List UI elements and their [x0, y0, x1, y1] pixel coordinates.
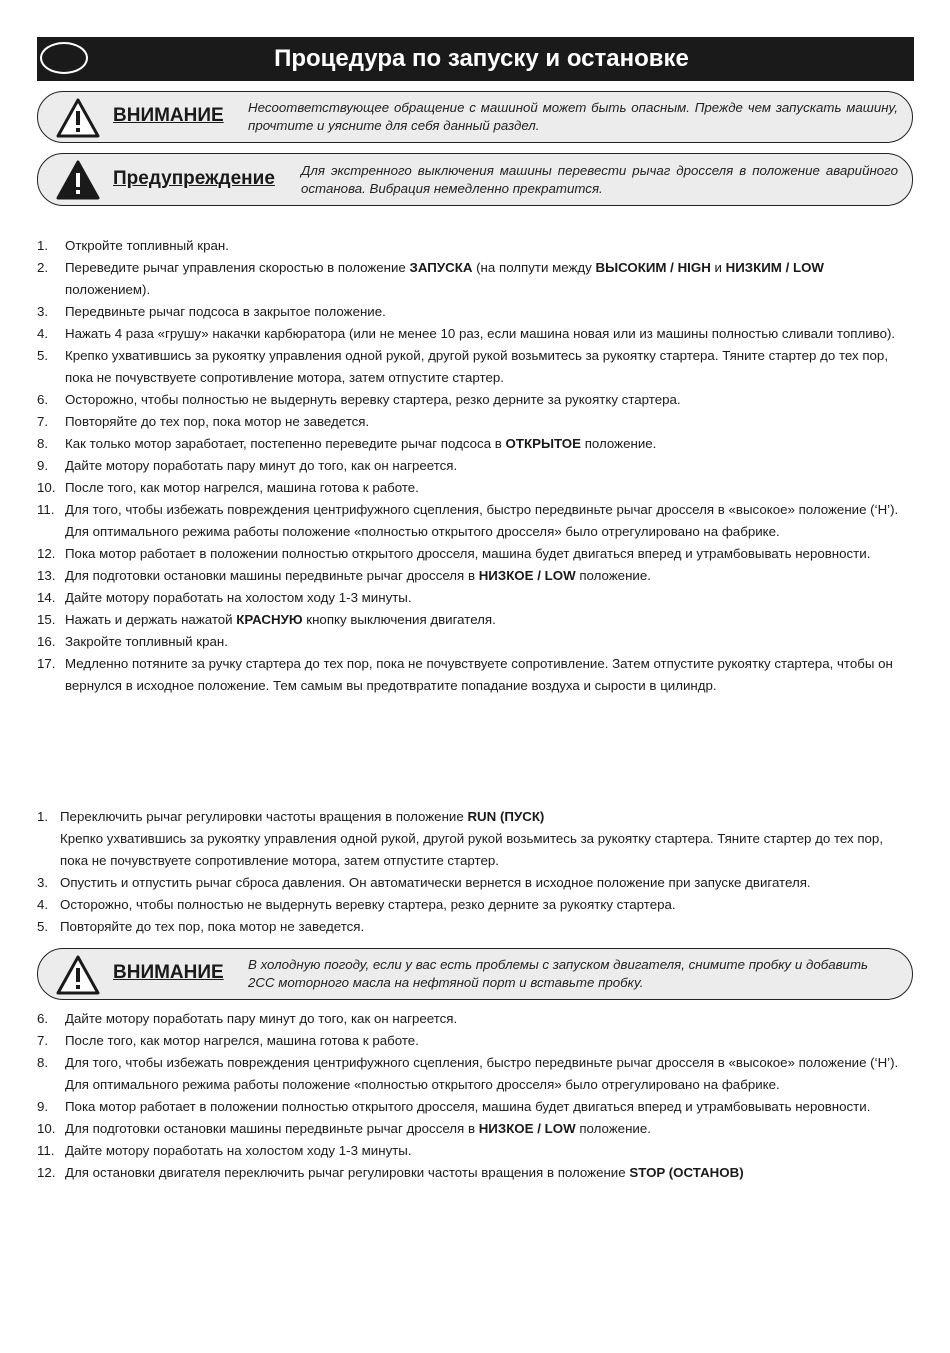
list-item-number: 8.	[37, 1055, 49, 1070]
list-item-number: 4.	[37, 326, 49, 341]
list-item-text: кнопку выключения двигателя.	[302, 612, 496, 627]
list-item-text: Дайте мотору поработать на холостом ходу 1-3 минуты.	[65, 1143, 412, 1158]
list-item-number: 13.	[37, 568, 56, 583]
list-item-text: положение.	[575, 1121, 651, 1136]
list-item-number: 11.	[37, 1143, 55, 1158]
list-item-number: 10.	[37, 480, 56, 495]
list-item-text: Для того, чтобы избежать повреждения центрифужного сцепления, быстро передвиньте рычаг дросселя в «высокое» положение (‘H’). Для оптимального режима работы положение «полностью открытого дросселя» было отрегулировано на фабрике.	[65, 502, 899, 539]
list-item	[37, 433, 903, 455]
list-item-number: 8.	[37, 436, 49, 451]
list-item	[37, 653, 903, 697]
warning-box-attention	[37, 91, 913, 143]
page-header	[37, 37, 914, 81]
list-item-number: 7.	[37, 1033, 49, 1048]
list-item-text: Передвиньте рычаг подсоса в закрытое положение.	[65, 304, 386, 319]
emphasis-text: RUN (ПУСК)	[467, 809, 545, 824]
list-item-number: 3.	[37, 304, 49, 319]
list-item	[37, 235, 903, 257]
alt-startup-steps-list	[37, 806, 903, 938]
list-item-text: положение.	[575, 568, 651, 583]
emphasis-text: КРАСНУЮ	[236, 612, 303, 627]
list-item-text: Пока мотор работает в положении полностью открытого дросселя, машина будет двигаться вперед и утрамбовывать неровности.	[65, 546, 871, 561]
emphasis-text: ВЫСОКИМ / HIGH	[595, 260, 711, 275]
warning-box-cold-weather	[37, 948, 913, 1000]
emphasis-text: ЗАПУСКА	[409, 260, 473, 275]
list-item	[37, 631, 903, 653]
warning-box-caution	[37, 153, 913, 206]
list-item	[37, 1162, 903, 1184]
list-item	[37, 455, 903, 477]
list-item-number: 14.	[37, 590, 56, 605]
list-item-text: (на полпути между	[472, 260, 596, 275]
list-item	[37, 609, 903, 631]
list-item	[37, 499, 903, 543]
startup-steps-list	[37, 235, 903, 697]
list-item-number: 9.	[37, 458, 49, 473]
warning-label: ВНИМАНИЕ	[113, 105, 224, 126]
list-item-number: 2.	[37, 260, 49, 275]
list-item	[37, 301, 903, 323]
list-item-number: 1.	[37, 809, 49, 824]
list-item-text: положением).	[65, 282, 151, 297]
list-item-text: и	[710, 260, 726, 275]
list-item-text: Осторожно, чтобы полностью не выдернуть веревку стартера, резко дерните за рукоятку стартера.	[60, 897, 676, 912]
list-item-text: Крепко ухватившись за рукоятку управления одной рукой, другой рукой возьмитесь за рукоятку стартера. Тяните стартер до тех пор, пока не почувствуете сопротивление мотора, затем отпустите стартер.	[60, 831, 884, 868]
list-item-text: После того, как мотор нагрелся, машина готова к работе.	[65, 1033, 419, 1048]
list-item	[37, 828, 903, 872]
list-item-number: 10.	[37, 1121, 56, 1136]
list-item-number: 12.	[37, 546, 56, 561]
list-item-number: 9.	[37, 1099, 49, 1114]
list-item-number: 5.	[37, 919, 49, 934]
list-item-text: Для остановки двигателя переключить рычаг регулировки частоты вращения в положение	[65, 1165, 630, 1180]
page-title: Процедура по запуску и остановке	[274, 45, 689, 72]
warning-label: ВНИМАНИЕ	[113, 962, 224, 983]
list-item-text: Дайте мотору поработать пару минут до того, как он нагреется.	[65, 458, 458, 473]
list-item-text: После того, как мотор нагрелся, машина готова к работе.	[65, 480, 419, 495]
list-item	[37, 565, 903, 587]
list-item	[37, 587, 903, 609]
list-item-text: Осторожно, чтобы полностью не выдернуть веревку стартера, резко дерните за рукоятку стартера.	[65, 392, 681, 407]
list-item-text: Крепко ухватившись за рукоятку управления одной рукой, другой рукой возьмитесь за рукоятку стартера. Тяните стартер до тех пор, пока не почувствуете сопротивление мотора, затем отпустите стартер.	[65, 348, 889, 385]
list-item-text: Повторяйте до тех пор, пока мотор не заведется.	[65, 414, 370, 429]
list-item-text: Пока мотор работает в положении полностью открытого дросселя, машина будет двигаться вперед и утрамбовывать неровности.	[65, 1099, 871, 1114]
list-item-text: Повторяйте до тех пор, пока мотор не заведется.	[60, 919, 365, 934]
list-item-number: 17.	[37, 656, 56, 671]
list-item-text: Нажать 4 раза «грушу» накачки карбюратора (или не менее 10 раз, если машина новая или из машины полностью сливали топливо).	[65, 326, 896, 341]
list-item-text: Переведите рычаг управления скоростью в положение	[65, 260, 410, 275]
emphasis-text: STOP (ОСТАНОВ)	[629, 1165, 744, 1180]
list-item	[37, 1030, 903, 1052]
emphasis-text: НИЗКОЕ / LOW	[478, 1121, 576, 1136]
list-item-number: 6.	[37, 1011, 49, 1026]
emphasis-text: НИЗКОЕ / LOW	[478, 568, 576, 583]
warning-text: Несоответствующее обращение с машиной может быть опасным. Прежде чем запускать машину, прочтите и уясните для себя данный раздел.	[248, 100, 898, 133]
list-item-number: 15.	[37, 612, 56, 627]
list-item-text: Дайте мотору поработать пару минут до того, как он нагреется.	[65, 1011, 458, 1026]
list-item-number: 7.	[37, 414, 49, 429]
caution-text: Для экстренного выключения машины перевести рычаг дросселя в положение аварийного останова. Вибрация немедленно прекратится.	[301, 163, 898, 196]
list-item-number: 12.	[37, 1165, 56, 1180]
list-item-text: Как только мотор заработает, постепенно переведите рычаг подсоса в	[65, 436, 506, 451]
list-item	[37, 806, 903, 828]
list-item-text: Медленно потяните за ручку стартера до тех пор, пока не почувствуете сопротивление. Затем отпустите рукоятку стартера, чтобы он вернулся в исходное положение. Тем самым вы предотвратите попадание воздуха и сырости в цилиндр.	[65, 656, 893, 693]
warning-triangle-icon	[56, 98, 100, 138]
list-item-text: положение.	[581, 436, 657, 451]
list-item-number: 5.	[37, 348, 49, 363]
list-item-number: 1.	[37, 238, 49, 253]
list-item	[37, 1052, 903, 1096]
warning-triangle-icon	[56, 955, 100, 995]
list-item	[37, 411, 903, 433]
list-item-text: Нажать и держать нажатой	[65, 612, 237, 627]
list-item	[37, 257, 903, 301]
list-item	[37, 1118, 903, 1140]
warning-text: В холодную погоду, если у вас есть проблемы с запуском двигателя, снимите пробку и добавить 2CC моторного масла на нефтяной порт и вставьте пробку.	[248, 957, 869, 990]
emphasis-text: НИЗКИМ / LOW	[725, 260, 824, 275]
caution-label: Предупреждение	[113, 168, 275, 189]
list-item-text: Для того, чтобы избежать повреждения центрифужного сцепления, быстро передвиньте рычаг дросселя в «высокое» положение (‘H’). Для оптимального режима работы положение «полностью открытого дросселя» было отрегулировано на фабрике.	[65, 1055, 899, 1092]
caution-triangle-icon	[56, 160, 100, 200]
list-item	[37, 477, 903, 499]
list-item	[37, 1096, 903, 1118]
list-item-text: Откройте топливный кран.	[65, 238, 229, 253]
list-item-number: 16.	[37, 634, 56, 649]
list-item-text: Переключить рычаг регулировки частоты вращения в положение	[60, 809, 468, 824]
list-item	[37, 916, 903, 938]
list-item	[37, 1140, 903, 1162]
list-item-number: 3.	[37, 875, 49, 890]
list-item-text: Дайте мотору поработать на холостом ходу 1-3 минуты.	[65, 590, 412, 605]
list-item	[37, 1008, 903, 1030]
list-item	[37, 345, 903, 389]
list-item-text: Опустить и отпустить рычаг сброса давления. Он автоматически вернется в исходное положение при запуске двигателя.	[60, 875, 811, 890]
list-item	[37, 389, 903, 411]
list-item	[37, 872, 903, 894]
shutdown-steps-list	[37, 1008, 903, 1184]
list-item-number: 4.	[37, 897, 49, 912]
emphasis-text: ОТКРЫТОЕ	[505, 436, 582, 451]
list-item-text: Для подготовки остановки машины передвиньте рычаг дросселя в	[65, 1121, 479, 1136]
list-item-text: Для подготовки остановки машины передвиньте рычаг дросселя в	[65, 568, 479, 583]
list-item-number: 11.	[37, 502, 55, 517]
list-item-number: 6.	[37, 392, 49, 407]
list-item	[37, 894, 903, 916]
list-item	[37, 323, 903, 345]
list-item-text: Закройте топливный кран.	[65, 634, 228, 649]
list-item	[37, 543, 903, 565]
